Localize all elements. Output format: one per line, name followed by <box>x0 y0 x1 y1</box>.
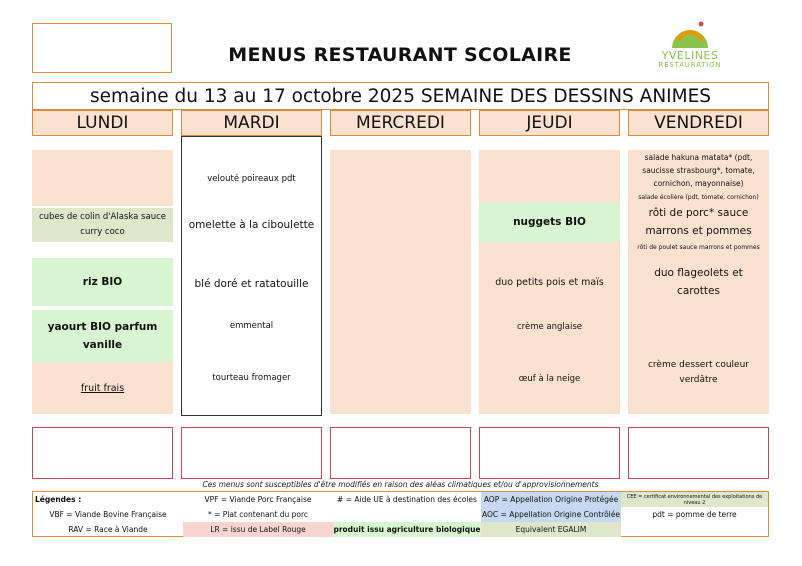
legend-entry: VBF = Viande Bovine Française <box>49 510 167 519</box>
footer-box <box>330 427 471 479</box>
week-banner: semaine du 13 au 17 octobre 2025 SEMAINE DES DESSINS ANIMES <box>32 82 769 110</box>
day-header: VENDREDI <box>628 110 769 136</box>
day-header: JEUDI <box>479 110 620 136</box>
menu-item: tourteau fromager <box>212 372 291 383</box>
menu-item: crème dessert couleur verdâtre <box>647 360 749 385</box>
menu-item: yaourt BIO parfum vanille <box>32 310 173 362</box>
menu-item: riz BIO <box>32 258 173 306</box>
footer-box <box>628 427 769 479</box>
menu-item: nuggets BIO <box>479 202 620 242</box>
menu-item: velouté poireaux pdt <box>207 173 296 184</box>
menu-item: fruit frais <box>80 382 125 394</box>
brand-subtitle: RESTAURATION <box>658 61 722 69</box>
legend-entry: CEE = certificat environnemental des exploitations de niveau 2 <box>621 492 768 507</box>
legend-entry: # = Aide UE à destination des écoles <box>337 495 477 504</box>
legend-entry: pdt = pomme de terre <box>652 510 737 519</box>
menu-slot-empty <box>32 150 173 206</box>
menu-item: rôti de poulet sauce marrons et pommes <box>637 243 760 251</box>
day-body <box>32 150 173 414</box>
menu-item: cubes de colin d'Alaska sauce curry coco <box>32 208 173 242</box>
day-body-empty <box>330 150 471 414</box>
menu-item: crème anglaise <box>516 321 582 332</box>
legend-entry: VPF = Viande Porc Française <box>204 495 312 504</box>
legend-title: Légendes : <box>35 495 82 504</box>
menu-item: salade écolière (pdt, tomate, cornichon) <box>638 193 759 201</box>
menu-item: duo petits pois et maïs <box>495 277 604 288</box>
legend-entry: LR = issu de Label Rouge <box>183 522 333 537</box>
day-body <box>479 150 620 414</box>
page-title: MENUS RESTAURANT SCOLAIRE <box>228 44 572 66</box>
legend-entry: AOP = Appellation Origine Protégée <box>481 492 621 507</box>
sun-logo-icon <box>668 18 712 50</box>
legend-table <box>32 491 769 537</box>
footer-box <box>181 427 322 479</box>
brand-name: YVELINES <box>661 49 719 62</box>
school-logo-placeholder <box>32 23 172 73</box>
day-header: MARDI <box>181 110 322 136</box>
day-body <box>181 136 322 416</box>
brand-logo <box>640 18 740 72</box>
footer-box <box>32 427 173 479</box>
day-body <box>628 150 769 414</box>
day-column-jeudi <box>479 110 620 416</box>
menu-slot <box>32 362 173 414</box>
menu-item: salade hakuna matata* (pdt, saucisse strasbourg*, tomate, cornichon, mayonnaise) <box>642 152 755 188</box>
menu-item: rôti de porc* sauce marrons et pommes <box>645 207 752 237</box>
day-column-lundi <box>32 110 173 416</box>
legend-entry: AOC = Appellation Origine Contrôlée <box>481 507 621 522</box>
legend-entry: Equivalent EGALIM <box>481 522 621 537</box>
legend-entry: * = Plat contenant du porc <box>207 510 309 519</box>
menu-item: blé doré et ratatouille <box>194 278 309 290</box>
legend-entry: produit issu agriculture biologique <box>333 522 481 537</box>
menu-item: œuf à la neige <box>518 373 581 384</box>
menu-item: omelette à la ciboulette <box>188 219 315 231</box>
disclaimer-notice: Ces menus sont susceptibles d'être modifiés en raison des aléas climatiques et/ou d'approvisionnements <box>202 480 599 489</box>
menu-item: duo flageolets et carottes <box>654 267 743 297</box>
day-column-vendredi <box>628 110 769 416</box>
day-column-mercredi <box>330 110 471 416</box>
footer-box <box>479 427 620 479</box>
day-column-mardi <box>181 110 322 416</box>
legend-entry: RAV = Race à Viande <box>68 525 148 534</box>
day-header: LUNDI <box>32 110 173 136</box>
day-header: MERCREDI <box>330 110 471 136</box>
menu-item: emmental <box>229 320 274 331</box>
